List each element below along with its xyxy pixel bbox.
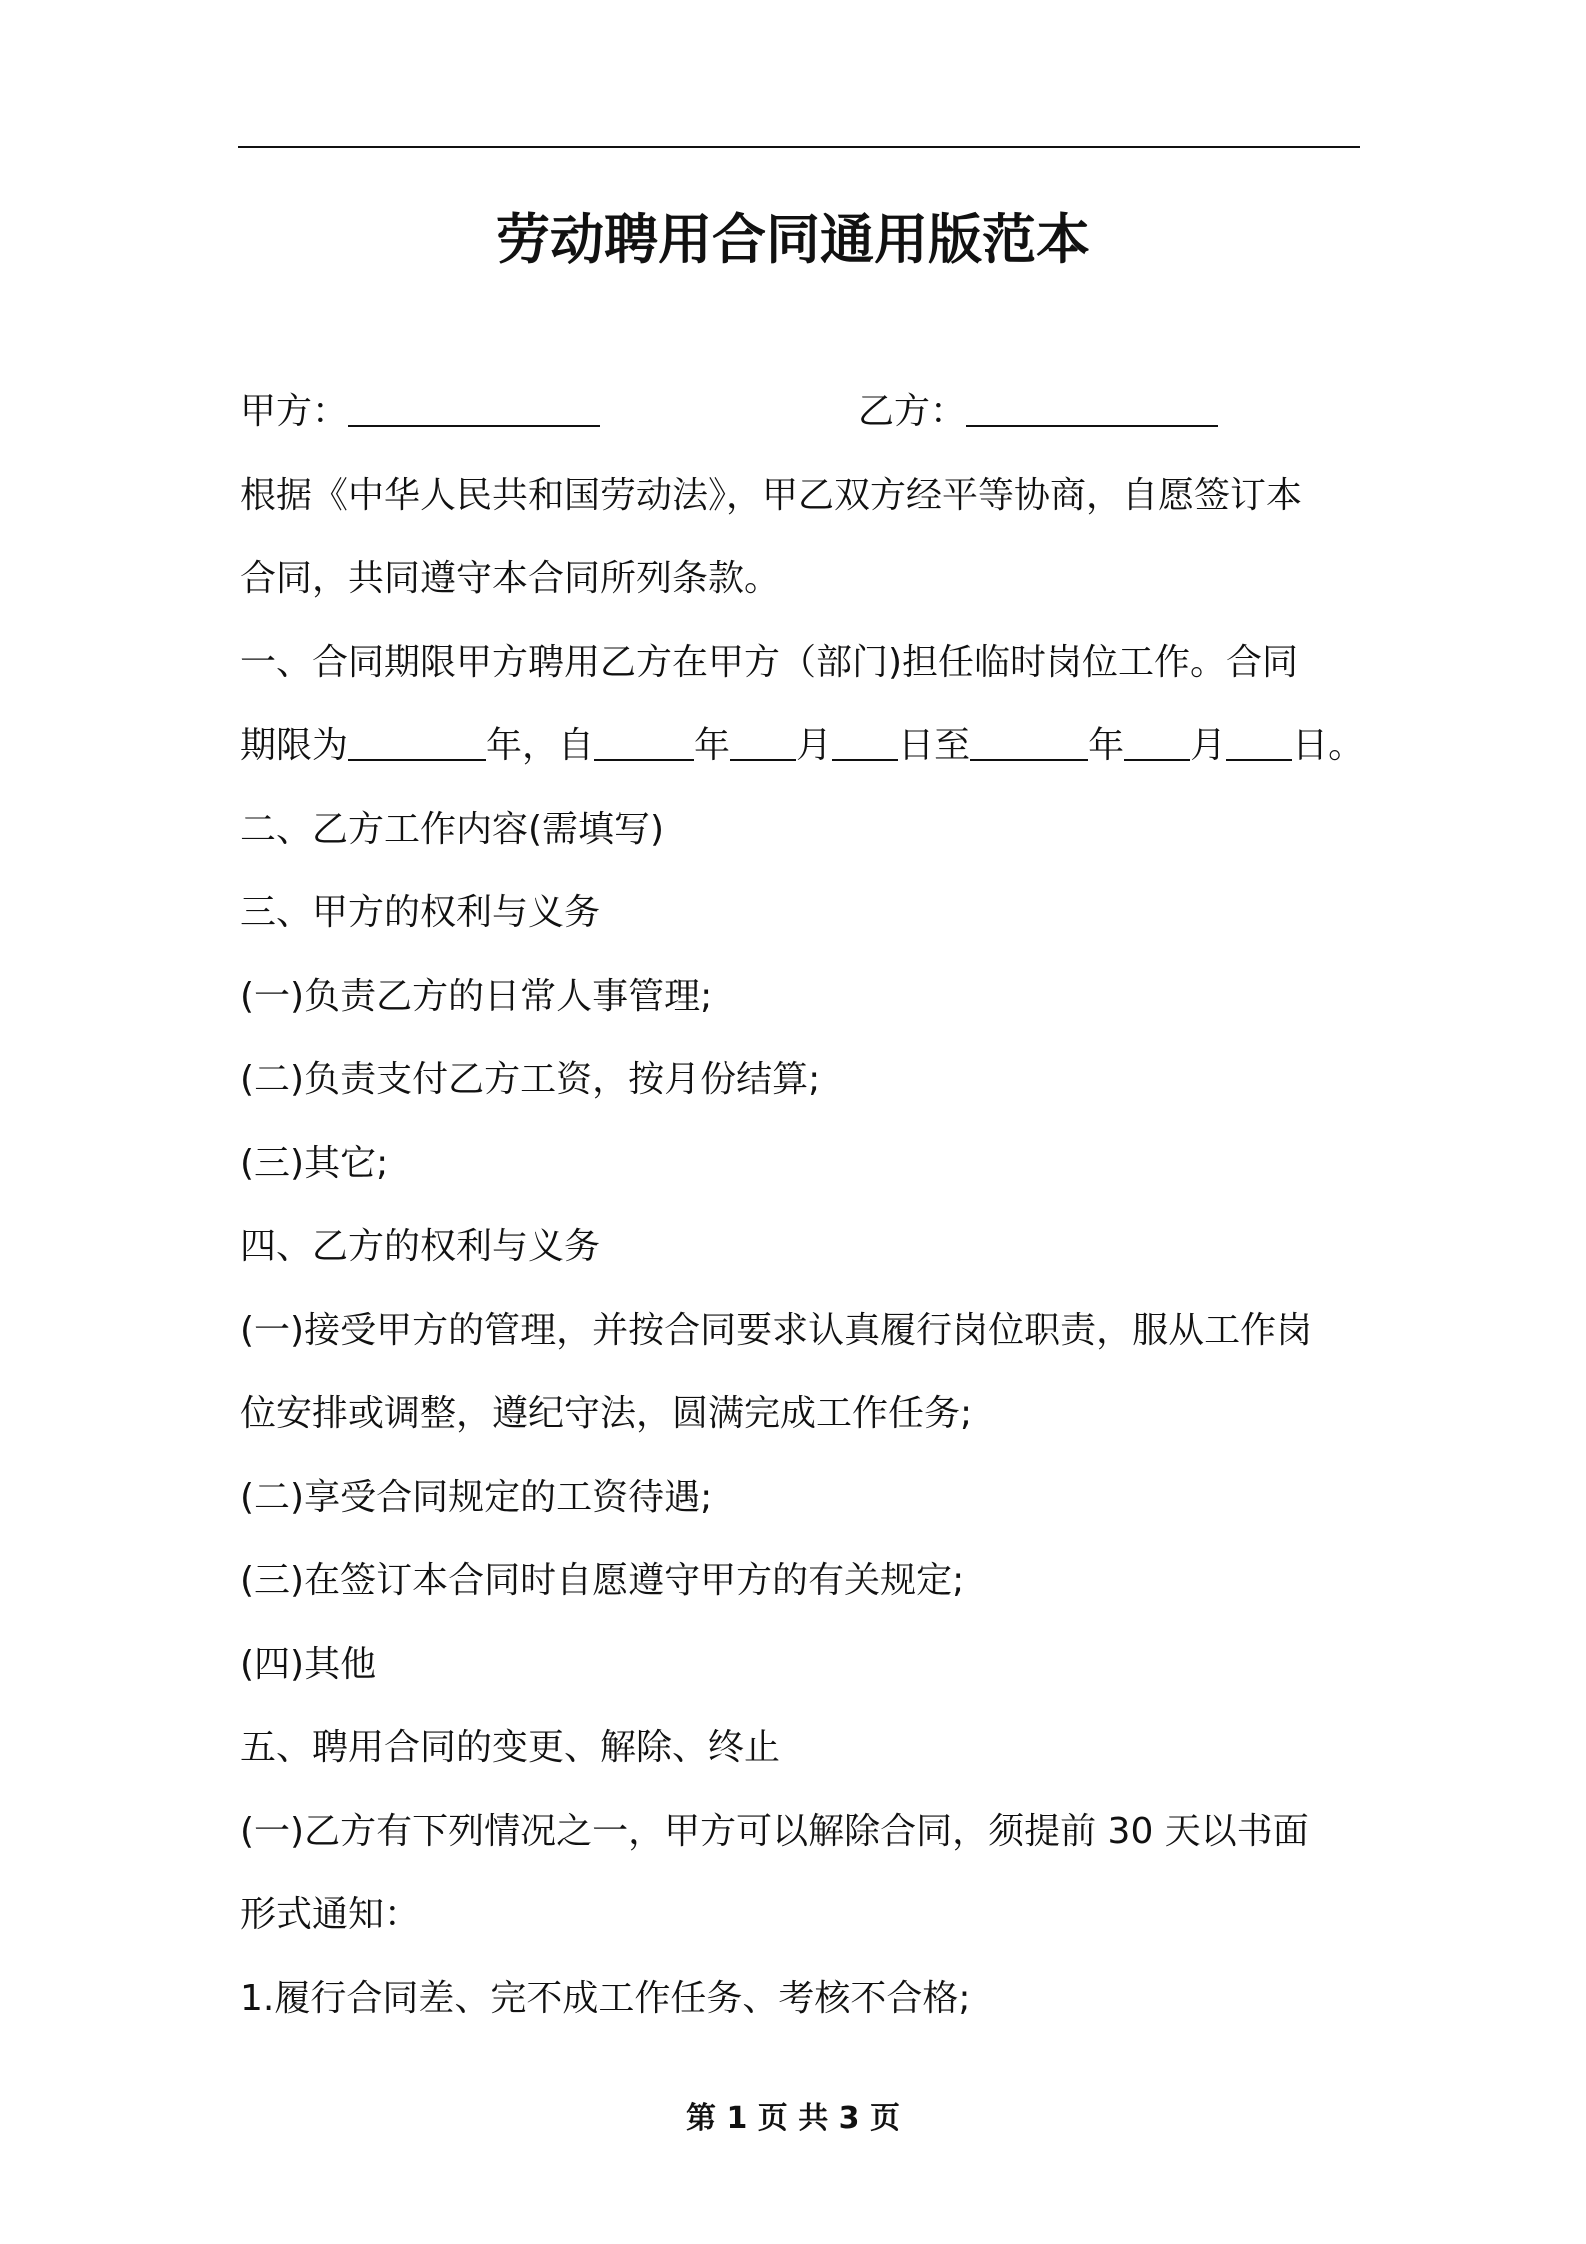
section4-heading: 四、乙方的权利与义务 [240,1226,601,1267]
end-month-label: 月 [1190,725,1227,766]
section5-item-1-cont: 形式通知： [240,1894,421,1935]
parties-line [240,370,1370,454]
section3-heading: 三、甲方的权利与义务 [240,892,601,933]
party-a-blank[interactable] [348,397,600,427]
start-year-label: 年 [694,725,731,766]
start-month-blank[interactable] [730,731,796,761]
end-day-blank[interactable] [1226,731,1292,761]
section1-term-line [240,704,1370,788]
start-month-label: 月 [796,725,833,766]
end-year-blank[interactable] [970,731,1088,761]
preamble-line-1: 根据《中华人民共和国劳动法》，甲乙双方经平等协商，自愿签订本 [240,474,1303,516]
section3-item-3: (三)其它; [240,1142,389,1184]
section5-item-2: 1.履行合同差、完不成工作任务、考核不合格; [240,1977,971,2019]
section3-item-2: (二)负责支付乙方工资，按月份结算; [240,1059,821,1100]
end-month-blank[interactable] [1124,731,1190,761]
section5-item-1: (一)乙方有下列情况之一，甲方可以解除合同，须提前 30 天以书面 [240,1810,1309,1852]
party-a-label: 甲方： [240,391,349,432]
term-year-label: 年，自 [486,725,595,766]
start-day-label: 日至 [898,725,971,766]
page-number: 第 1 页 共 3 页 [686,2101,900,2136]
section3-item-1: (一)负责乙方的日常人事管理; [240,975,713,1017]
party-b-label: 乙方： [858,391,967,432]
section5-heading: 五、聘用合同的变更、解除、终止 [240,1727,781,1768]
start-day-blank[interactable] [832,731,898,761]
section4-item-3: (三)在签订本合同时自愿遵守甲方的有关规定; [240,1560,965,1601]
section4-item-2: (二)享受合同规定的工资待遇; [240,1476,713,1518]
term-years-blank[interactable] [348,731,486,761]
preamble-line-2: 合同，共同遵守本合同所列条款。 [240,558,781,599]
document-body [240,370,1370,2040]
party-b-blank[interactable] [966,397,1218,427]
section4-item-1: (一)接受甲方的管理，并按合同要求认真履行岗位职责，服从工作岗 [240,1309,1313,1351]
section2-heading: 二、乙方工作内容(需填写) [240,808,665,850]
end-day-label: 日。 [1292,725,1365,766]
term-prefix: 期限为 [240,725,349,766]
document-title: 劳动聘用合同通用版范本 [496,208,1090,271]
start-year-blank[interactable] [594,731,694,761]
section1-line-1: 一、合同期限甲方聘用乙方在甲方（部门)担任临时岗位工作。合同 [240,641,1299,683]
section4-item-1-cont: 位安排或调整，遵纪守法，圆满完成工作任务; [240,1393,973,1434]
header-rule [238,146,1360,148]
section4-item-4: (四)其他 [240,1643,377,1685]
end-year-label: 年 [1088,725,1125,766]
